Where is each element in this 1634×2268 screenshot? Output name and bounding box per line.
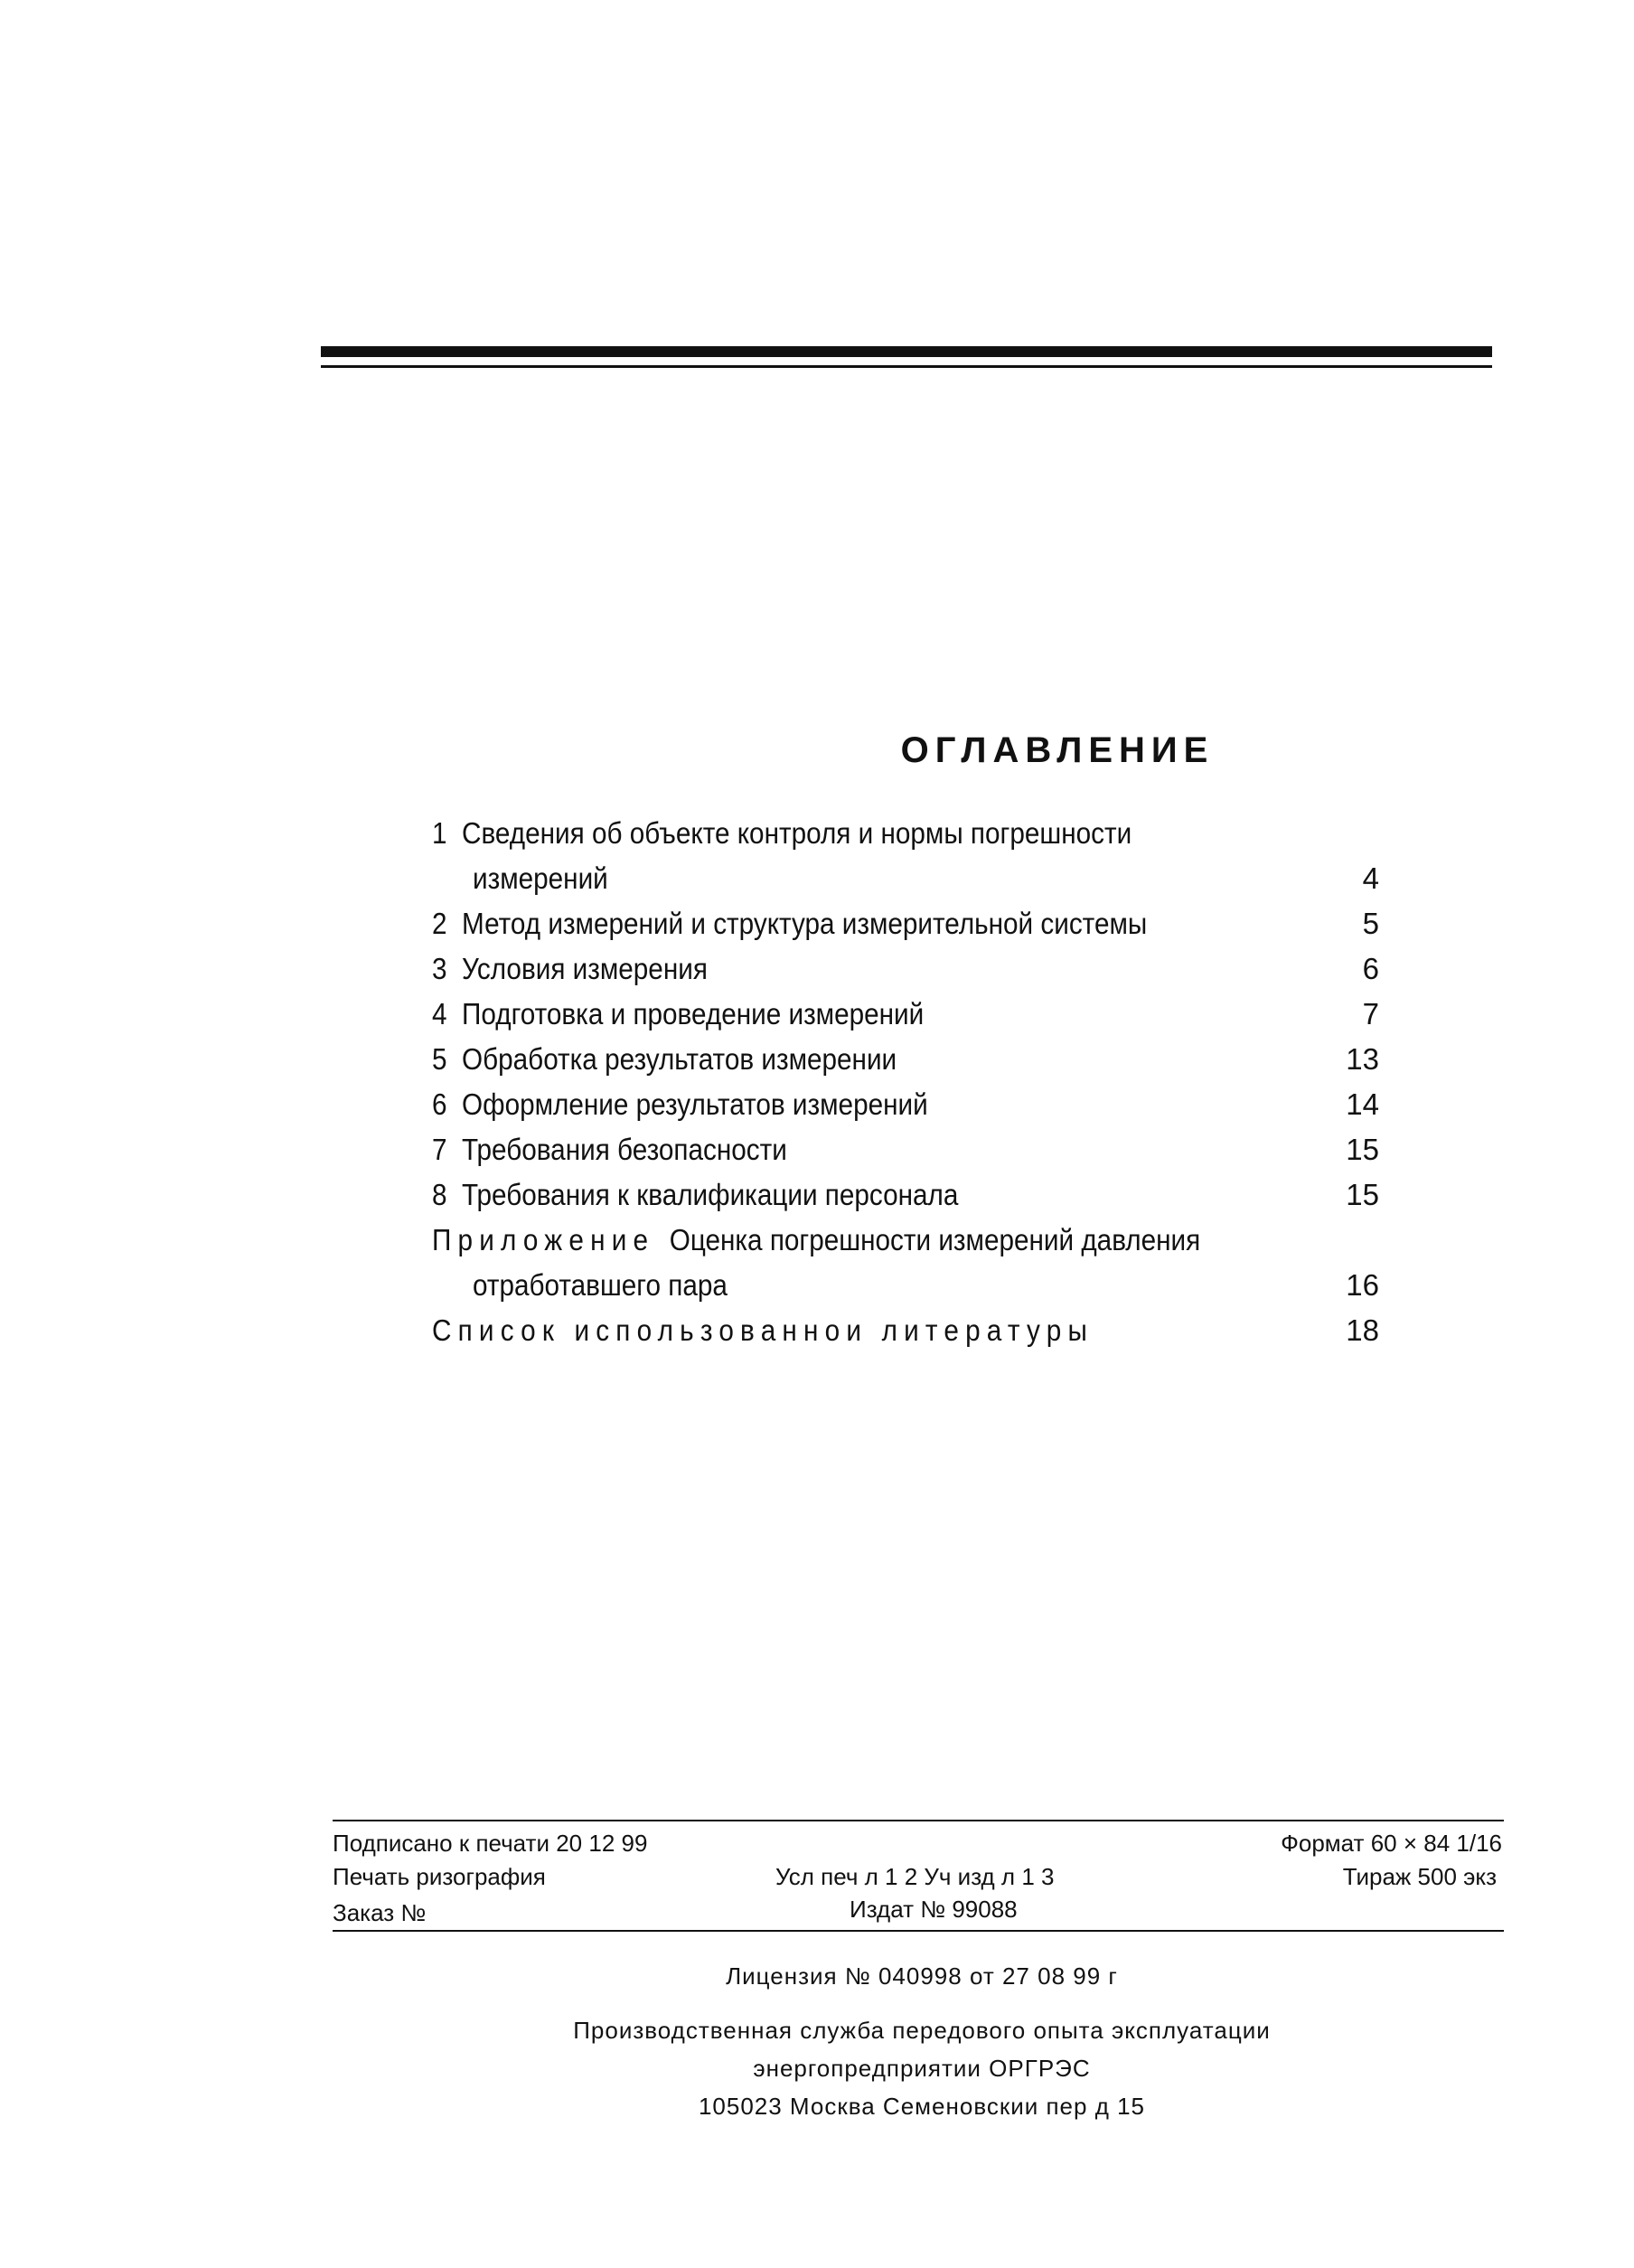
- toc-entry-2: [432, 901, 1379, 946]
- toc-entry-number: 6: [432, 1087, 447, 1121]
- imprint-publisher-line-1: Производственная служба передового опыта эксплуатации: [573, 2017, 1271, 2044]
- imprint-sheets: Усл печ л 1 2 Уч изд л 1 3: [775, 1863, 1055, 1890]
- toc-entry-3: [432, 946, 1379, 992]
- toc-entry-text: Требования безопасности: [462, 1133, 787, 1166]
- imprint-signed: Подписано к печати 20 12 99: [333, 1830, 648, 1857]
- toc-entry-text: Обработка результатов измерении: [462, 1042, 897, 1076]
- toc-entry-text: Подготовка и проведение измерений: [462, 997, 925, 1030]
- toc-entry-appendix: [432, 1218, 1379, 1263]
- imprint-publisher-line-2: энергопредприятии ОРГРЭС: [753, 2055, 1091, 2082]
- imprint-circulation: Тираж 500 экз: [1342, 1863, 1497, 1890]
- toc-entry-1: [432, 811, 1379, 856]
- imprint-license: Лицензия № 040998 от 27 08 99 г: [726, 1962, 1118, 1990]
- toc-entry-number: 5: [432, 1042, 447, 1076]
- toc-entry-appendix-cont: [432, 1263, 1379, 1308]
- toc-entry-1-cont: [432, 856, 1379, 901]
- imprint-address: 105023 Москва Семеновскии пер д 15: [698, 2093, 1146, 2120]
- header-rule-thin: [321, 365, 1492, 368]
- toc-entry-number: 8: [432, 1178, 447, 1211]
- toc-entry-number: 2: [432, 907, 447, 940]
- toc-entry-text: отработавшего пара: [473, 1268, 728, 1302]
- toc-entry-text: Требования к квалификации персонала: [462, 1178, 959, 1211]
- imprint-rule-bottom: [333, 1930, 1504, 1932]
- toc-entry-text: Метод измерений и структура измерительной системы: [462, 907, 1148, 940]
- toc-entry-text: Оценка погрешности измерений давления: [669, 1223, 1201, 1256]
- toc-entry-5: [432, 1037, 1379, 1082]
- toc-entry-page: 14: [1346, 1087, 1379, 1121]
- toc-entry-page: 5: [1362, 907, 1379, 940]
- toc-entry-number: 7: [432, 1133, 447, 1166]
- toc-entry-page: 18: [1346, 1313, 1379, 1347]
- toc-entry-page: 15: [1346, 1178, 1379, 1211]
- imprint-rule-top: [333, 1820, 1504, 1821]
- toc-entry-number: 1: [432, 816, 447, 850]
- imprint-format: Формат 60 × 84 1/16: [1281, 1830, 1502, 1857]
- toc-entry-text: Сведения об объекте контроля и нормы погрешности: [462, 816, 1132, 850]
- toc-entry-text: Оформление результатов измерений: [462, 1087, 928, 1121]
- toc-entry-page: 15: [1346, 1133, 1379, 1166]
- toc-entry-7: [432, 1127, 1379, 1172]
- toc-entry-8: [432, 1172, 1379, 1218]
- imprint-print-type: Печать ризография: [333, 1863, 546, 1890]
- toc-title: ОГЛАВЛЕНИЕ: [900, 730, 1215, 770]
- toc-entry-page: 4: [1362, 861, 1379, 895]
- toc-entry-text: Список использованнои литературы: [432, 1313, 1094, 1347]
- toc-entry-number: 4: [432, 997, 447, 1030]
- imprint-publ-no: Издат № 99088: [850, 1896, 1018, 1923]
- toc-entry-6: [432, 1082, 1379, 1127]
- toc-entry-page: 13: [1346, 1042, 1379, 1076]
- toc-appendix-label: Приложение: [432, 1223, 655, 1256]
- imprint-order: Заказ №: [333, 1899, 427, 1926]
- toc-entry-number: 3: [432, 952, 447, 985]
- toc-entry-text: Условия измерения: [462, 952, 708, 985]
- toc-entry-page: 6: [1362, 952, 1379, 985]
- toc-entry-references: [432, 1308, 1379, 1353]
- toc-entry-page: 7: [1362, 997, 1379, 1030]
- header-rule-thick: [321, 346, 1492, 357]
- toc-entry-page: 16: [1346, 1268, 1379, 1302]
- toc-entry-text: измерений: [473, 861, 608, 895]
- toc-entry-4: [432, 992, 1379, 1037]
